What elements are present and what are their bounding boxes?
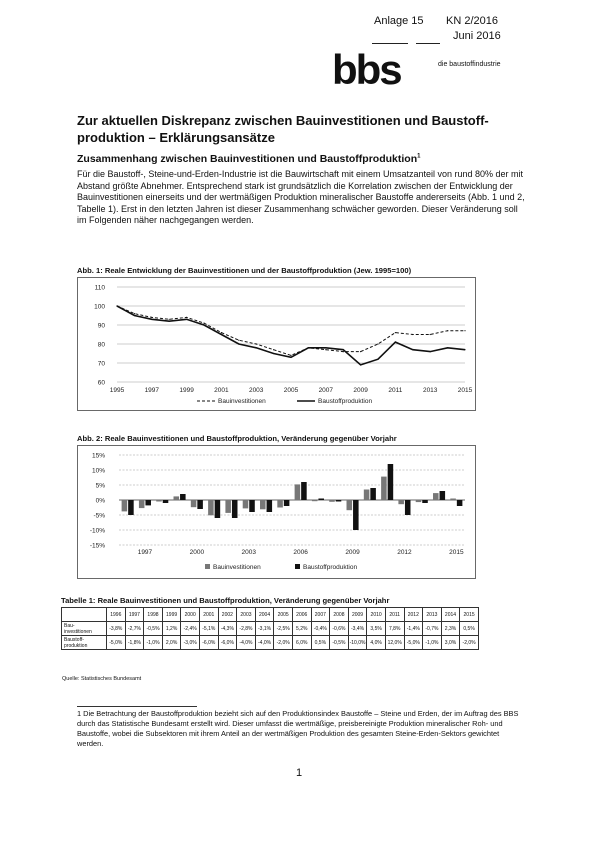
data-point — [221, 334, 222, 335]
data-point — [238, 343, 239, 344]
table-cell: -3,1% — [255, 622, 274, 636]
footnote-separator — [77, 706, 197, 707]
bar-bauinvestitionen — [312, 500, 318, 501]
logo-wordmark: bbs — [332, 50, 401, 90]
data-point — [169, 321, 170, 322]
section-heading-text: Zusammenhang zwischen Bauinvestitionen und Baustoffproduktion — [77, 153, 418, 165]
data-point — [464, 330, 465, 331]
table-cell: -0,5% — [330, 636, 349, 650]
data-point — [325, 347, 326, 348]
y-tick-label: 15% — [91, 452, 105, 460]
data-point — [134, 315, 135, 316]
bar-baustoffproduktion — [422, 500, 428, 503]
legend-swatch — [295, 564, 300, 569]
bar-baustoffproduktion — [197, 500, 203, 509]
bar-bauinvestitionen — [208, 500, 214, 515]
x-tick-label: 2003 — [241, 549, 256, 556]
y-tick-label: 0% — [95, 497, 105, 505]
data-point — [203, 323, 204, 324]
data-point — [186, 317, 187, 318]
table-year-header: 2000 — [181, 608, 200, 622]
table-cell: -2,8% — [237, 622, 256, 636]
bar-bauinvestitionen — [295, 484, 301, 500]
data-point — [169, 319, 170, 320]
section-heading — [77, 153, 420, 165]
table-cell: -2,5% — [274, 622, 293, 636]
table-row-label: Baustoff- produktion — [62, 636, 107, 650]
table-cell: -4,0% — [237, 636, 256, 650]
table-cell: -2,4% — [181, 622, 200, 636]
chart-frame — [78, 446, 476, 579]
footnote-marker: 1 — [417, 153, 421, 160]
legend-label: Bauinvestitionen — [218, 398, 266, 405]
table-year-header: 2014 — [441, 608, 460, 622]
data-point — [290, 355, 291, 356]
bar-bauinvestitionen — [381, 477, 387, 500]
bar-bauinvestitionen — [260, 500, 266, 509]
table-row-label: Bau- investitionen — [62, 622, 107, 636]
table-cell: -1,0% — [423, 636, 442, 650]
data-point — [186, 319, 187, 320]
x-tick-label: 2011 — [388, 387, 403, 394]
data-point — [273, 349, 274, 350]
bar-baustoffproduktion — [440, 491, 446, 500]
bar-baustoffproduktion — [249, 500, 255, 512]
x-tick-label: 2009 — [353, 387, 368, 394]
change-table — [61, 607, 479, 650]
annex-label: Anlage 15 — [374, 15, 424, 27]
table-cell: -4,0% — [255, 636, 274, 650]
table-cell: 12,0% — [385, 636, 404, 650]
table-cell: -4,3% — [218, 622, 237, 636]
y-tick-label: -15% — [89, 542, 105, 550]
data-point — [412, 349, 413, 350]
bbs-logo-graphic — [332, 50, 572, 90]
data-point — [203, 324, 204, 325]
source-note: Quelle: Statistisches Bundesamt — [62, 676, 142, 682]
data-point — [447, 347, 448, 348]
bar-baustoffproduktion — [405, 500, 411, 515]
bar-bauinvestitionen — [191, 500, 197, 507]
x-tick-label: 2009 — [345, 549, 360, 556]
bar-baustoffproduktion — [336, 500, 342, 502]
table-caption: Tabelle 1: Reale Bauinvestitionen und Baustoffproduktion, Veränderung gegenüber Vorjahr — [61, 596, 390, 605]
bar-bauinvestitionen — [243, 500, 249, 508]
data-point — [325, 349, 326, 350]
bar-bauinvestitionen — [122, 500, 128, 511]
bar-baustoffproduktion — [457, 500, 463, 506]
y-tick-label: -5% — [93, 512, 105, 520]
bar-bauinvestitionen — [277, 500, 283, 508]
table-cell: 1,2% — [162, 622, 181, 636]
page-number: 1 — [296, 767, 303, 779]
bar-baustoffproduktion — [267, 500, 273, 512]
table-cell: 2,0% — [162, 636, 181, 650]
table-year-header: 2013 — [423, 608, 442, 622]
table-cell: -5,0% — [107, 636, 126, 650]
line-chart — [77, 277, 477, 412]
series-line-baustoffproduktion — [117, 306, 465, 365]
y-tick-label: 5% — [95, 482, 105, 490]
x-tick-label: 2003 — [248, 387, 264, 394]
bar-baustoffproduktion — [388, 464, 394, 500]
table-cell: 0,5% — [460, 622, 479, 636]
data-point — [395, 332, 396, 333]
table-year-header: 2004 — [255, 608, 274, 622]
table-cell: 7,8% — [385, 622, 404, 636]
bar-bauinvestitionen — [225, 500, 231, 513]
bar-bauinvestitionen — [174, 496, 180, 500]
data-point — [343, 349, 344, 350]
table-year-header: 1999 — [162, 608, 181, 622]
table-cell: 0,5% — [311, 636, 330, 650]
data-point — [290, 357, 291, 358]
bar-bauinvestitionen — [364, 490, 370, 501]
data-point — [377, 359, 378, 360]
data-point — [395, 342, 396, 343]
figure1-caption: Abb. 1: Reale Entwicklung der Bauinvestitionen und der Baustoffproduktion (Jew. 1995=100) — [77, 266, 412, 275]
y-tick-label: 90 — [97, 322, 105, 330]
y-tick-label: 70 — [97, 360, 105, 368]
table-year-header: 2010 — [367, 608, 386, 622]
x-tick-label: 2013 — [422, 387, 438, 394]
data-point — [238, 340, 239, 341]
table-cell: -0,7% — [423, 622, 442, 636]
header-rule — [416, 43, 440, 44]
table-cell: 6,0% — [292, 636, 311, 650]
bar-baustoffproduktion — [318, 499, 324, 501]
bar-baustoffproduktion — [145, 500, 151, 505]
table-year-header: 2009 — [348, 608, 367, 622]
table-year-header: 2011 — [385, 608, 404, 622]
table-cell: -3,0% — [181, 636, 200, 650]
table-cell: -2,0% — [274, 636, 293, 650]
data-point — [412, 334, 413, 335]
y-tick-label: -10% — [89, 527, 105, 535]
y-tick-label: 80 — [97, 341, 105, 349]
x-tick-label: 1997 — [144, 387, 160, 394]
y-tick-label: 60 — [97, 379, 105, 387]
table-year-header: 2008 — [330, 608, 349, 622]
data-point — [134, 313, 135, 314]
table-row — [62, 622, 479, 636]
table-cell: -2,7% — [125, 622, 144, 636]
legend-label: Bauinvestitionen — [213, 564, 261, 571]
table-cell: 3,0% — [441, 636, 460, 650]
table-cell: -0,4% — [311, 622, 330, 636]
bar-baustoffproduktion — [370, 488, 376, 500]
table-cell: 5,2% — [292, 622, 311, 636]
body-paragraph: Für die Baustoff-, Steine-und-Erden-Industrie ist die Bauwirtschaft mit einem Umsatzanteil von rund 80% der mit Abstand größte Abnehmer. Entsprechend stark ist grundsätzlich die Korrelation zwischen der Entwicklung der Bauinvestitionen einerseits und der wertmäßigen Produktion mineralischer Baustoffe andererseits (Abb. 1 und 2, Tabelle 1). Erst in den letzten Jahren ist dieser Zusammenhang schwächer geworden. Dieser Veränderung soll im Folgenden näher nachgegangen werden. — [77, 169, 525, 226]
data-point — [343, 351, 344, 352]
x-tick-label: 2006 — [293, 549, 308, 556]
x-tick-label: 1997 — [137, 549, 153, 556]
x-tick-label: 2015 — [457, 387, 473, 394]
table-cell: 3,5% — [367, 622, 386, 636]
x-tick-label: 2005 — [283, 387, 299, 394]
table-cell: -10,0% — [348, 636, 367, 650]
footnote-text: 1 Die Betrachtung der Baustoffproduktion bezieht sich auf den Produktionsindex Baustoffe – Steine und Erden, der im Auftrag des BBS durch das Statistische Bundesamt erstellt wird. Dieser umfasst die wertmäßige, preisbereinigte Produktion mineralischer Roh- und Baustoffe, wobei die Subsektoren mit ihrem Anteil an der wertmäßigen Produktion des gesamten Steine-Erden-Sektors gewichtet werden. — [77, 709, 519, 748]
x-tick-label: 2007 — [318, 387, 334, 394]
bar-baustoffproduktion — [128, 500, 134, 515]
bar-baustoffproduktion — [180, 494, 186, 500]
x-tick-label: 1995 — [109, 387, 125, 394]
data-point — [377, 343, 378, 344]
data-point — [221, 332, 222, 333]
table-corner-cell — [62, 608, 107, 622]
bar-baustoffproduktion — [163, 500, 169, 503]
table-cell: -6,0% — [199, 636, 218, 650]
table-cell: -3,8% — [107, 622, 126, 636]
table-cell: -0,5% — [144, 622, 163, 636]
bar-baustoffproduktion — [284, 500, 290, 506]
data-point — [151, 319, 152, 320]
document-date: Juni 2016 — [453, 30, 501, 42]
bar-bauinvestitionen — [398, 500, 404, 504]
table-year-header: 2001 — [199, 608, 218, 622]
x-tick-label: 2015 — [449, 549, 464, 556]
table-cell: -1,4% — [404, 622, 423, 636]
table-cell: 2,3% — [441, 622, 460, 636]
data-point — [360, 364, 361, 365]
data-point — [430, 351, 431, 352]
table-cell: -2,0% — [460, 636, 479, 650]
bar-baustoffproduktion — [232, 500, 238, 518]
bar-bauinvestitionen — [347, 500, 353, 510]
table-year-header: 2003 — [237, 608, 256, 622]
bar-bauinvestitionen — [433, 493, 439, 500]
table-cell: -3,4% — [348, 622, 367, 636]
data-point — [447, 330, 448, 331]
x-tick-label: 2012 — [397, 549, 412, 556]
table-row — [62, 636, 479, 650]
series-line-bauinvestitionen — [117, 306, 465, 355]
table-year-header: 2012 — [404, 608, 423, 622]
table-cell: -5,1% — [199, 622, 218, 636]
table-cell: -0,6% — [330, 622, 349, 636]
x-tick-label: 1999 — [179, 387, 194, 394]
table-cell: 4,0% — [367, 636, 386, 650]
table-year-header: 1996 — [107, 608, 126, 622]
bar-bauinvestitionen — [450, 499, 456, 501]
bar-bauinvestitionen — [139, 500, 145, 508]
data-point — [256, 343, 257, 344]
table-cell: -1,8% — [125, 636, 144, 650]
bar-bauinvestitionen — [156, 500, 162, 502]
data-point — [464, 349, 465, 350]
data-point — [256, 347, 257, 348]
table-year-header: 2006 — [292, 608, 311, 622]
legend-swatch — [205, 564, 210, 569]
bar-baustoffproduktion — [215, 500, 221, 518]
figure2-caption: Abb. 2: Reale Bauinvestitionen und Baustoffproduktion, Veränderung gegenüber Vorjahr — [77, 434, 397, 443]
data-point — [116, 305, 117, 306]
data-point — [273, 353, 274, 354]
data-point — [430, 334, 431, 335]
table-header-row — [62, 608, 479, 622]
data-point — [360, 351, 361, 352]
y-tick-label: 100 — [94, 303, 105, 311]
legend-label: Baustoffproduktion — [303, 564, 358, 571]
header-rule — [372, 43, 408, 44]
table-year-header: 2015 — [460, 608, 479, 622]
x-tick-label: 2000 — [189, 549, 205, 556]
table-cell: -5,0% — [404, 636, 423, 650]
bar-bauinvestitionen — [416, 500, 422, 502]
table-year-header: 2005 — [274, 608, 293, 622]
bar-baustoffproduktion — [353, 500, 359, 530]
y-tick-label: 110 — [94, 284, 105, 292]
table-year-header: 1997 — [125, 608, 144, 622]
table-year-header: 2007 — [311, 608, 330, 622]
bar-baustoffproduktion — [301, 482, 307, 500]
y-tick-label: 10% — [91, 467, 105, 475]
logo-tagline: die baustoffindustrie — [438, 61, 501, 68]
bar-chart — [77, 445, 477, 580]
bar-bauinvestitionen — [329, 500, 335, 502]
table-year-header: 1998 — [144, 608, 163, 622]
table-year-header: 2002 — [218, 608, 237, 622]
page-title: Zur aktuellen Diskrepanz zwischen Bauinvestitionen und Baustoff-produktion – Erklärungsansätze — [77, 113, 489, 145]
bbs-logo — [332, 50, 572, 90]
document-number: KN 2/2016 — [446, 15, 498, 27]
data-point — [308, 347, 309, 348]
legend-label: Baustoffproduktion — [318, 398, 373, 405]
table-cell: -6,0% — [218, 636, 237, 650]
x-tick-label: 2001 — [214, 387, 229, 394]
data-point — [151, 317, 152, 318]
table-cell: -1,0% — [144, 636, 163, 650]
